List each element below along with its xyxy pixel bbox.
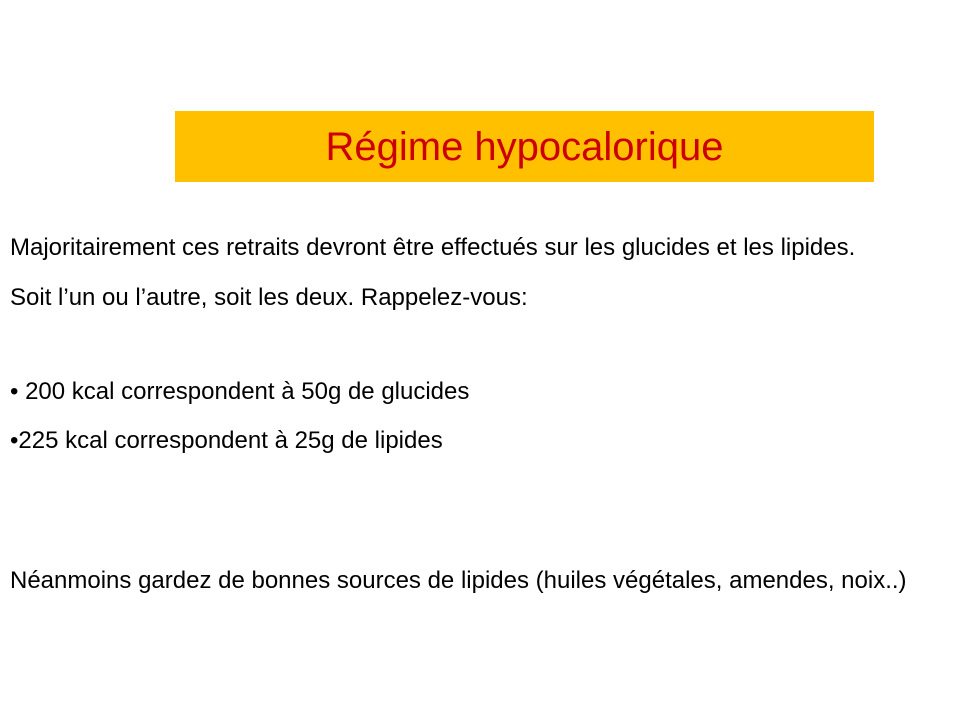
- body-line-rappel: Soit l’un ou l’autre, soit les deux. Rappelez-vous:: [10, 284, 528, 311]
- bullet-lipides: •225 kcal correspondent à 25g de lipides: [10, 427, 443, 454]
- body-note-lipides: Néanmoins gardez de bonnes sources de lipides (huiles végétales, amendes, noix..): [10, 567, 907, 594]
- title-banner: [175, 111, 874, 182]
- slide-title: Régime hypocalorique: [325, 124, 724, 169]
- body-line-retraits: Majoritairement ces retraits devront être effectués sur les glucides et les lipides.: [10, 234, 856, 261]
- bullet-glucides: • 200 kcal correspondent à 50g de glucides: [10, 378, 470, 405]
